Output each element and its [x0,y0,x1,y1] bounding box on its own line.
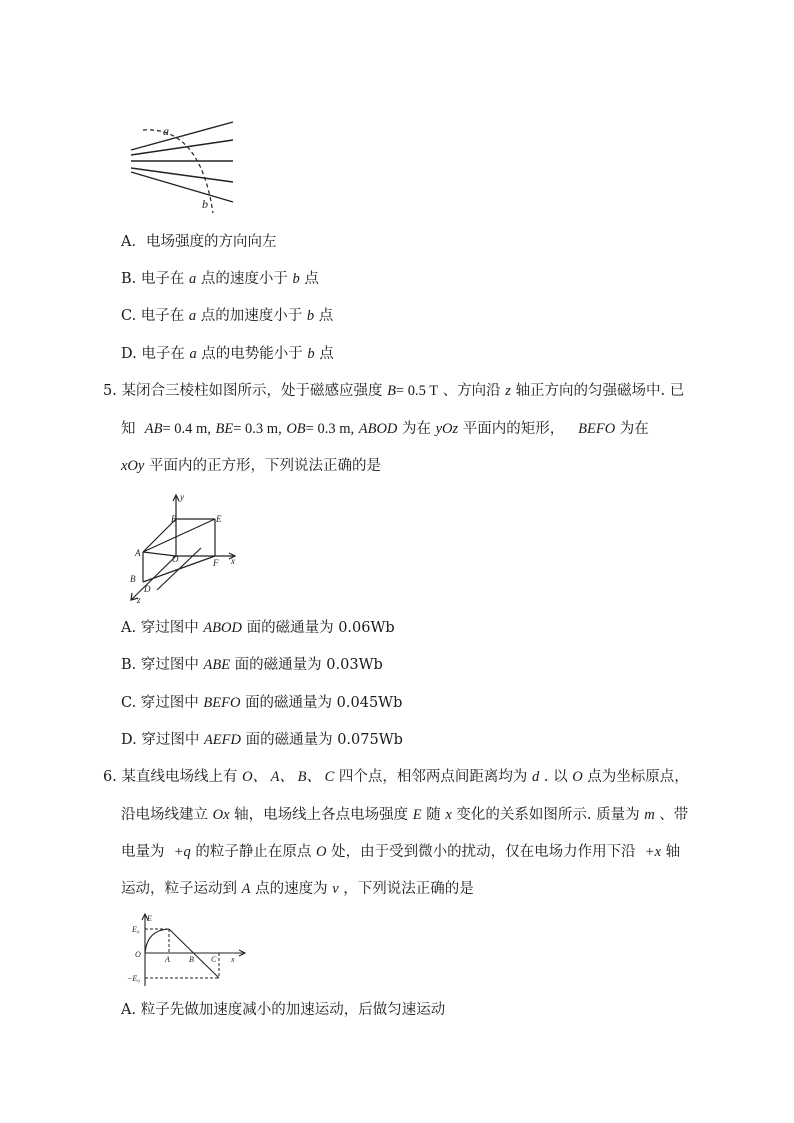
q4-field-figure [125,118,255,218]
q6-label-O: O [135,950,141,959]
q5-option-a: A. 穿过图中 ABOD 面的磁通量为 0.06Wb [121,620,395,636]
q4-option-a: A．电场强度的方向向左 [121,234,277,250]
q5-label-B-top: B [171,514,177,524]
q4-point-b-label: b [202,197,208,211]
q5-stem-line3: xOy 平面内的正方形，下列说法正确的是 [121,458,381,474]
q6-label-E0: E₀ [132,925,140,934]
q5-label-B-low: B [130,574,136,584]
q6-axis-x: x [231,955,235,964]
q5-label-D: D [144,584,151,594]
q6-ex-graph [127,912,252,990]
q5-option-b: B. 穿过图中 ABE 面的磁通量为 0.03Wb [121,657,383,673]
q5-option-d: D. 穿过图中 AEFD 面的磁通量为 0.075Wb [121,732,403,748]
q6-stem-line2: 沿电场线建立 Ox 轴，电场线上各点电场强度 E 随 x 变化的关系如图所示. 质量为 m 、带 [121,807,689,823]
q5-label-F: F [213,558,219,568]
q6-label-C: C [211,955,217,964]
q5-axis-z: z [137,595,141,604]
q6-axis-E: E [147,914,152,923]
q6-option-a: A. 粒子先做加速度减小的加速运动，后做匀速运动 [121,1002,446,1018]
q5-stem-line1: 5. 某闭合三棱柱如图所示，处于磁感应强度 B= 0.5 T 、方向沿 z 轴正方向的匀强磁场中. 已 [103,383,685,399]
q5-axis-y: y [180,492,184,502]
q4-option-b: B. 电子在 a 点的速度小于 b 点 [121,271,319,287]
q6-stem-line3: 电量为 +q 的粒子静止在原点 O 处，由于受到微小的扰动，仅在电场力作用下沿 +x 轴 [121,844,681,860]
q4-point-a-label: a [163,124,169,138]
q6-label-A: A [165,955,170,964]
q5-label-O: O [172,554,179,564]
q4-option-d: D. 电子在 a 点的电势能小于 b 点 [121,346,334,362]
q5-label-A: A [135,548,141,558]
q5-axis-x: x [231,556,235,566]
q5-option-c: C. 穿过图中 BEFO 面的磁通量为 0.045Wb [121,695,403,711]
q5-stem-line2: 知 AB= 0.4 m, BE= 0.3 m, OB= 0.3 m, ABOD 为在 yOz 平面内的矩形， BEFO 为在 [121,421,649,437]
q5-prism-figure [123,492,243,604]
q6-stem-line4: 运动，粒子运动到 A 点的速度为 v ，下列说法正确的是 [121,881,474,897]
q4-option-c: C. 电子在 a 点的加速度小于 b 点 [121,308,334,324]
q5-label-E: E [216,514,222,524]
q6-label-negE0: −E₀ [127,974,141,983]
q6-stem-line1: 6. 某直线电场线上有 O、 A、 B、 C 四个点，相邻两点间距离均为 d . 以 O 点为坐标原点， [103,769,689,785]
q6-label-B: B [189,955,194,964]
